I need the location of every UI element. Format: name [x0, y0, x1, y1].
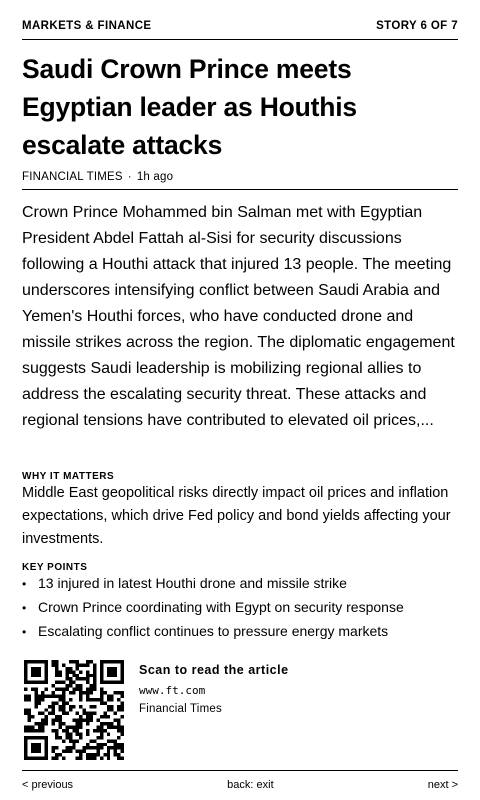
top-bar	[22, 20, 458, 36]
article-headline: Saudi Crown Prince meets Egyptian leader as Houthis escalate attacks	[22, 54, 357, 160]
key-point-item	[22, 620, 458, 644]
previous-button[interactable]: < previous	[22, 779, 74, 791]
key-point-text: 13 injured in latest Houthi drone and missile strike	[38, 575, 347, 591]
back-exit-button[interactable]: back: exit	[227, 779, 274, 791]
key-point-text: Crown Prince coordinating with Egypt on security response	[38, 599, 404, 615]
header-divider	[22, 39, 458, 40]
source-divider	[22, 189, 458, 190]
key-point-item	[22, 572, 458, 596]
key-point-text: Escalating conflict continues to pressure energy markets	[38, 623, 389, 639]
key-points-list	[22, 572, 458, 644]
source-line	[22, 171, 173, 183]
article-age: 1h ago	[136, 171, 174, 183]
qr-code-icon[interactable]	[24, 660, 124, 760]
article-body: Crown Prince Mohammed bin Salman met with Egyptian President Abdel Fattah al-Sisi for security discussions following a Houthi attack that injured 13 people. The meeting underscores intensifying conflict between Saudi Arabia and Yemen's Houthi forces, who have conducted drone and missile strikes across the region. The diplomatic engagement suggests Saudi leadership is mobilizing regional allies to address the escalating security threat. These attacks and regional tensions have contributed to elevated oil prices,...	[22, 204, 455, 429]
source-name: FINANCIAL TIMES	[22, 171, 123, 183]
footer-divider	[22, 770, 458, 771]
story-position: STORY 6 OF 7	[376, 20, 458, 32]
scan-title: Scan to read the article	[139, 663, 289, 677]
qr-source-name: Financial Times	[139, 703, 222, 715]
article-url: www.ft.com	[139, 684, 206, 697]
bullet-icon: •	[22, 577, 27, 591]
key-points-label: KEY POINTS	[22, 562, 88, 573]
key-point-item	[22, 596, 458, 620]
bullet-icon: •	[22, 625, 27, 639]
next-button[interactable]: next >	[427, 779, 458, 791]
why-it-matters-label: WHY IT MATTERS	[22, 471, 115, 482]
bullet-icon: •	[22, 601, 27, 615]
section-label: MARKETS & FINANCE	[22, 20, 152, 32]
footer-nav	[22, 779, 458, 791]
source-separator: ·	[127, 171, 132, 183]
why-it-matters-text: Middle East geopolitical risks directly impact oil prices and inflation expectations, which drive Fed policy and bond yields affecting your investments.	[22, 485, 451, 547]
